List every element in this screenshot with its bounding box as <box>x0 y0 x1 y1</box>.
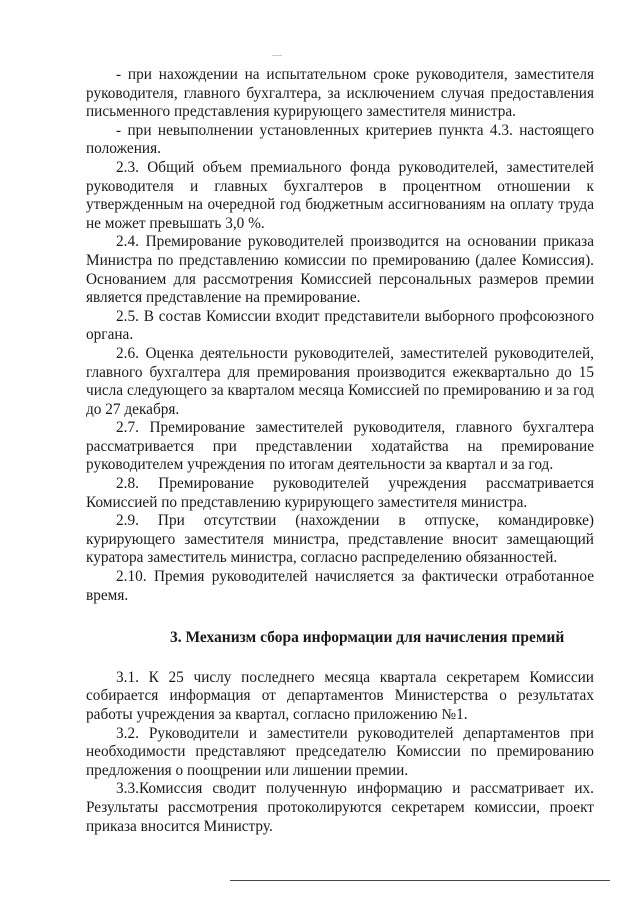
paragraph-2-3: 2.3. Общий объем премиального фонда руководителей, заместителей руководителя и главных бухгалтеров в процентном отношении к утвержденным на очередной год бюджетным ассигнованиям на оплату труда не может превышать 3,0 %. <box>86 158 594 232</box>
paragraph-probation: - при нахождении на испытательном сроке руководителя, заместителя руководителя, главного бухгалтера, за исключением случая предоставления письменного представления курирующего заместителя министра. <box>86 66 594 121</box>
scan-mark <box>272 55 282 56</box>
paragraph-2-8: 2.8. Премирование руководителей учреждения рассматривается Комиссией по представлению курирующего заместителя министра. <box>86 475 594 511</box>
paragraph-criteria: - при невыполнении установленных критериев пункта 4.3. настоящего положения. <box>86 121 594 158</box>
paragraph-2-6: 2.6. Оценка деятельности руководителей, заместителей руководителей, главного бухгалтера для премирования производится ежеквартально до 15 числа следующего за кварталом месяца Комиссией по премированию и за год до 27 декабря. <box>86 344 594 418</box>
paragraph-2-7: 2.7. Премирование заместителей руководителя, главного бухгалтера рассматривается при представлении ходатайства на премирование руководителем учреждения по итогам деятельности за квартал и за год. <box>86 419 594 474</box>
paragraph-3-1: 3.1. К 25 числу последнего месяца квартала секретарем Комиссии собирается информация от департаментов Министерства о результатах работы учреждения за квартал, согласно приложению №1. <box>86 668 594 723</box>
paragraph-2-4: 2.4. Премирование руководителей производится на основании приказа Министра по представлению комиссии по премированию (далее Комиссия). Основанием для рассмотрения Комиссией персональных размеров премии является представление на премирование. <box>86 233 594 307</box>
paragraph-3-3: 3.3.Комиссия сводит полученную информацию и рассматривает их. Результаты рассмотрения протоколируются секретарем комиссии, проект приказа вносится Министру. <box>86 780 594 835</box>
document-body <box>86 66 594 836</box>
paragraph-2-5: 2.5. В состав Комиссии входит представители выборного профсоюзного органа. <box>86 307 594 344</box>
section-heading: 3. Механизм сбора информации для начисления премий <box>170 629 565 647</box>
paragraph-2-9: 2.9. При отсутствии (нахождении в отпуске, командировке) курирующего заместителя министра, представление вносит замещающий куратора заместитель министра, согласно распределению обязанностей. <box>86 512 594 567</box>
paragraph-2-10: 2.10. Премия руководителей начисляется за фактически отработанное время. <box>86 568 594 604</box>
paragraph-3-2: 3.2. Руководители и заместители руководителей департаментов при необходимости представляют председателю Комиссии по премированию предложения о поощрении или лишении премии. <box>86 724 594 779</box>
footer-rule <box>230 880 610 881</box>
